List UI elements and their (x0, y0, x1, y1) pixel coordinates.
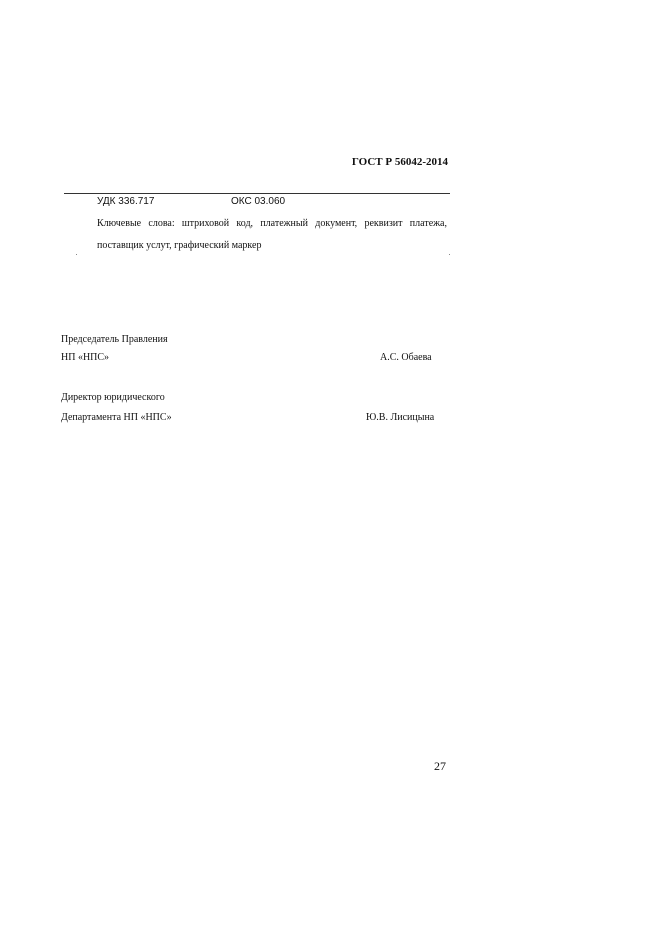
classification-codes (97, 196, 286, 207)
keywords-paragraph: Ключевые слова: штриховой код, платежный документ, реквизит платежа, поставщик услут, графический маркер (97, 218, 447, 251)
oks-code: ОКС 03.060 (231, 196, 286, 207)
corner-mark-right (449, 254, 450, 255)
signatory-1-name: А.С. Обаева (380, 352, 432, 363)
signatory-2-position-line1: Директор юридического (61, 392, 165, 403)
udk-code: УДК 336.717 (97, 196, 155, 207)
standard-code: ГОСТ Р 56042-2014 (351, 156, 448, 168)
signatory-2-name: Ю.В. Лисицына (366, 412, 435, 423)
signatory-2-position-line2: Департамента НП «НПС» (61, 412, 172, 423)
signatory-1-position-line2: НП «НПС» (61, 352, 110, 363)
header-divider (64, 193, 450, 194)
corner-mark-left (76, 254, 77, 255)
page-number: 27 (434, 759, 446, 773)
signatory-1-position-line1: Председатель Правления (61, 334, 168, 345)
